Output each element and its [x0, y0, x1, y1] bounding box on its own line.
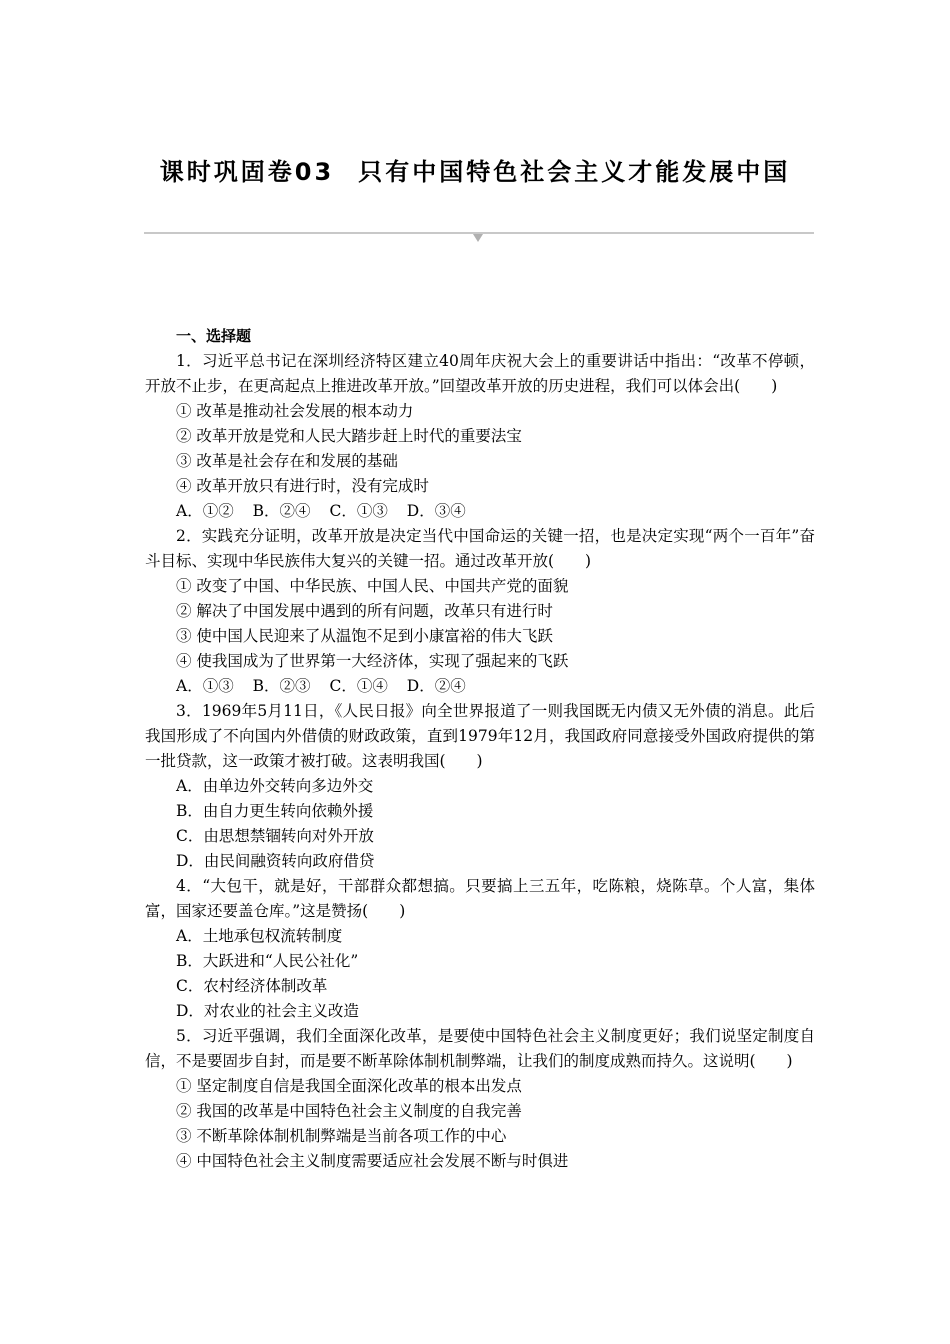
answer-choice-c: C．①④: [329, 677, 388, 695]
statement-item: ③ 使中国人民迎来了从温饱不足到小康富裕的伟大飞跃: [176, 627, 553, 645]
statement-item: ③ 不断革除体制机制弊端是当前各项工作的中心: [176, 1127, 507, 1145]
statement-item: ② 解决了中国发展中遇到的所有问题，改革只有进行时: [176, 602, 553, 620]
answer-choice-d: D．③④: [406, 502, 466, 520]
statement-item: ③ 改革是社会存在和发展的基础: [176, 452, 398, 470]
statement-item: ④ 中国特色社会主义制度需要适应社会发展不断与时俱进: [176, 1152, 569, 1170]
question-stem: 4．“大包干，就是好，干部群众都想搞。只要搞上三五年，吃陈粮，烧陈草。个人富，集体富，国家还要盖仓库。”这是赞扬( ): [145, 877, 815, 920]
answer-option-b: B．大跃进和“人民公社化”: [176, 952, 359, 970]
title-code: 课时巩固卷03: [159, 158, 335, 186]
statement-item: ① 改革是推动社会发展的根本动力: [176, 402, 414, 420]
question-stem: 1．习近平总书记在深圳经济特区建立40周年庆祝大会上的重要讲话中指出：“改革不停顿，开放不止步，在更高起点上推进改革开放。”回望改革开放的历史进程，我们可以体会出( ): [145, 352, 815, 395]
document-title: [0, 152, 950, 187]
answer-choice-b: B．②③: [252, 677, 311, 695]
question-stem: 3．1969年5月11日，《人民日报》向全世界报道了一则我国既无内债又无外债的消息。此后我国形成了不向国内外借债的财政政策，直到1979年12月，我国政府同意接受外国政府提供的第一批贷款，这一政策才被打破。这表明我国( ): [145, 702, 815, 770]
question-3: [145, 699, 815, 874]
answer-choice-c: C．①③: [329, 502, 388, 520]
answer-option-a: A．土地承包权流转制度: [176, 927, 343, 945]
answer-option-b: B．由自力更生转向依赖外援: [176, 802, 374, 820]
statement-item: ① 改变了中国、中华民族、中国人民、中国共产党的面貌: [176, 577, 569, 595]
statement-item: ② 改革开放是党和人民大踏步赶上时代的重要法宝: [176, 427, 522, 445]
answer-option-d: D．对农业的社会主义改造: [176, 1002, 359, 1020]
answer-option-c: C．由思想禁锢转向对外开放: [176, 827, 374, 845]
answer-option-c: C．农村经济体制改革: [176, 977, 328, 995]
question-stem: 5．习近平强调，我们全面深化改革，是要使中国特色社会主义制度更好；我们说坚定制度自信，不是要固步自封，而是要不断革除体制机制弊端，让我们的制度成熟而持久。这说明( ): [145, 1027, 815, 1070]
answer-choices: [145, 499, 815, 524]
answer-choices: [145, 674, 815, 699]
question-list: [145, 324, 815, 1174]
answer-option-a: A．由单边外交转向多边外交: [176, 777, 374, 795]
question-1: [145, 349, 815, 524]
question-5: [145, 1024, 815, 1174]
statement-item: ④ 使我国成为了世界第一大经济体，实现了强起来的飞跃: [176, 652, 569, 670]
question-stem: 2．实践充分证明，改革开放是决定当代中国命运的关键一招，也是决定实现“两个一百年”奋斗目标、实现中华民族伟大复兴的关键一招。通过改革开放( ): [145, 527, 815, 570]
answer-option-d: D．由民间融资转向政府借贷: [176, 852, 375, 870]
divider-arrow-icon: [473, 234, 483, 242]
answer-choice-d: D．②④: [406, 677, 466, 695]
title-text: 只有中国特色社会主义才能发展中国: [358, 158, 791, 186]
statement-item: ② 我国的改革是中国特色社会主义制度的自我完善: [176, 1102, 522, 1120]
statement-item: ① 坚定制度自信是我国全面深化改革的根本出发点: [176, 1077, 522, 1095]
question-2: [145, 524, 815, 699]
answer-choice-b: B．②④: [252, 502, 311, 520]
section-heading: 一、选择题: [176, 327, 252, 345]
answer-choice-a: A．①②: [176, 502, 234, 520]
answer-choice-a: A．①③: [176, 677, 234, 695]
question-4: [145, 874, 815, 1024]
statement-item: ④ 改革开放只有进行时，没有完成时: [176, 477, 429, 495]
